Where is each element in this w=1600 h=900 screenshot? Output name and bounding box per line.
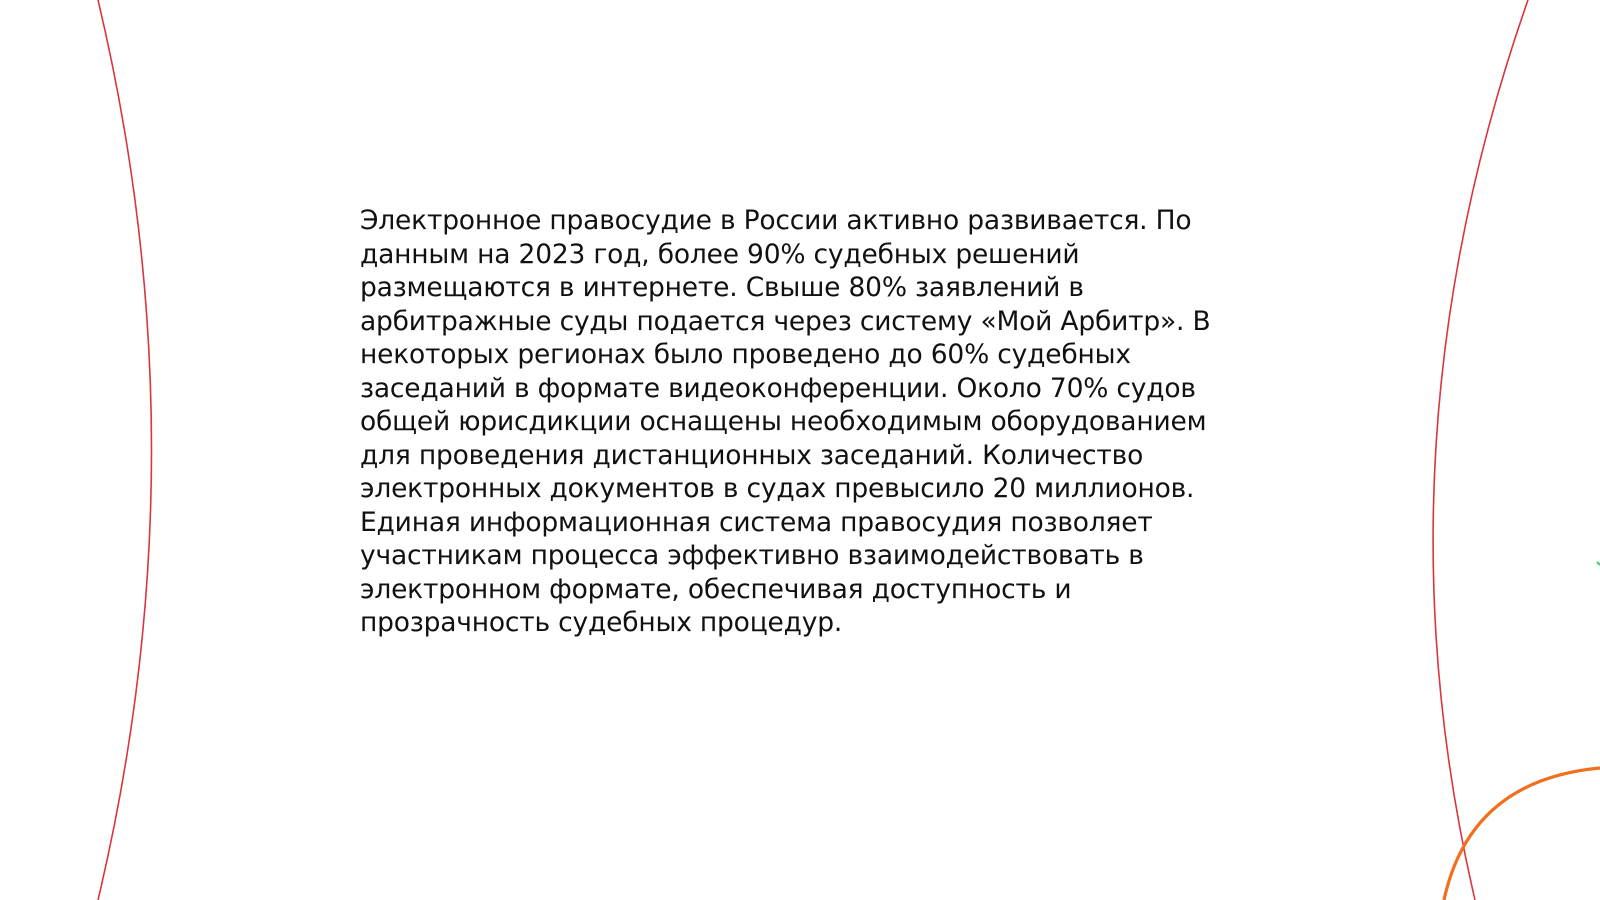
left-red-curve [98,0,152,900]
orange-arc [1444,768,1600,900]
body-paragraph: Электронное правосудие в России активно развивается. По данным на 2023 год, более 90% судебных решений размещаются в интернете. Свыше 80% заявлений в арбитражные суды подается через систему «Мой Арбитр». В некоторых регионах было проведено до 60% судебных заседаний в формате видеоконференции. Около 70% судов общей юрисдикции оснащены необходимым оборудованием для проведения дистанционных заседаний. Количество электронных документов в судах превысило 20 миллионов. Единая информационная система правосудия позволяет участникам процесса эффективно взаимодействовать в электронном формате, обеспечивая доступность и прозрачность судебных процедур. [360,205,1211,638]
right-red-curve [1433,0,1528,900]
